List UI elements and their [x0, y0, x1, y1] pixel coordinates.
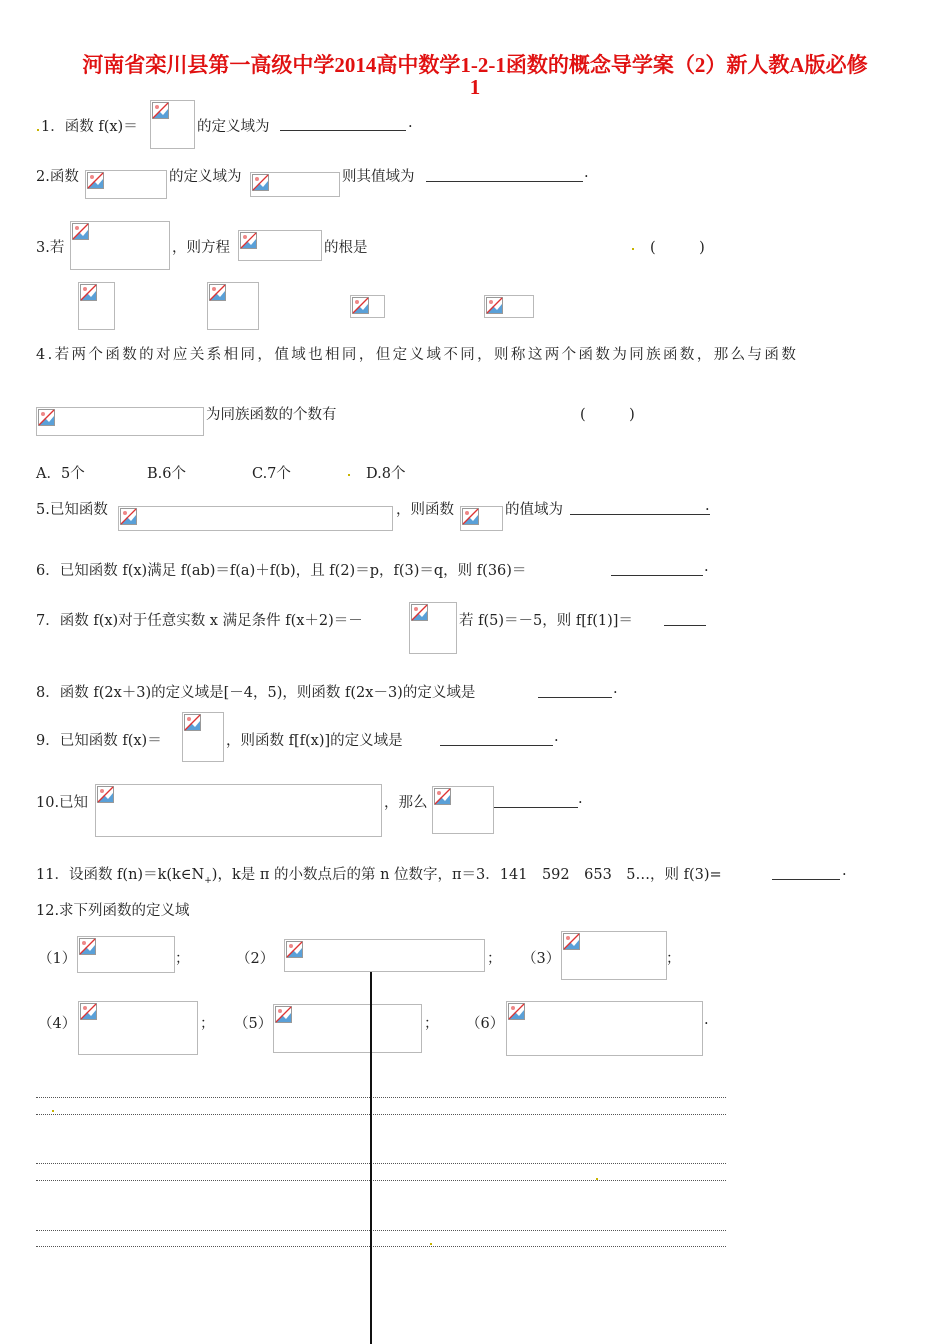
broken-image-icon [486, 297, 503, 314]
formula-image [95, 784, 382, 837]
formula-image [36, 407, 204, 436]
answer-line [36, 1180, 726, 1181]
formula-image [409, 602, 457, 654]
formula-image [77, 936, 175, 973]
broken-image-icon [79, 938, 96, 955]
broken-image-icon [563, 933, 580, 950]
answer-line [36, 1230, 726, 1231]
broken-image-icon [286, 941, 303, 958]
formula-image [460, 506, 503, 531]
answer-line [36, 1114, 726, 1115]
option-a-image [78, 282, 115, 330]
broken-image-icon [152, 102, 169, 119]
formula-image [506, 1001, 703, 1056]
broken-image-icon [352, 297, 369, 314]
answer-line [36, 1246, 726, 1247]
formula-image [150, 100, 195, 149]
page-title: 河南省栾川县第一高级中学2014高中数学1-2-1函数的概念导学案（2）新人教A版必修 [82, 53, 868, 77]
formula-image [70, 221, 170, 270]
broken-image-icon [434, 788, 451, 805]
vertical-divider [370, 972, 372, 1344]
broken-image-icon [508, 1003, 525, 1020]
broken-image-icon [80, 284, 97, 301]
broken-image-icon [80, 1003, 97, 1020]
page-title-line2: 1 [469, 75, 481, 99]
option-d-image [484, 295, 534, 318]
broken-image-icon [411, 604, 428, 621]
broken-image-icon [72, 223, 89, 240]
broken-image-icon [275, 1006, 292, 1023]
formula-image [118, 506, 393, 531]
answer-line [36, 1097, 726, 1098]
formula-image [284, 939, 485, 972]
broken-image-icon [120, 508, 137, 525]
option-c-image [350, 295, 385, 318]
broken-image-icon [38, 409, 55, 426]
broken-image-icon [97, 786, 114, 803]
q1-text-a: 1．函数 f(x)＝ [41, 119, 138, 135]
formula-image [182, 712, 224, 762]
broken-image-icon [184, 714, 201, 731]
q11-text: 11．设函数 $f(n)=k(k\in N_+)$，k是 π 的小数点后的第 n 位数字，π＝3．141 592 653 5…，则 f(3)= [36, 867, 722, 886]
formula-image [561, 931, 667, 980]
broken-image-icon [252, 174, 269, 191]
option-b-image [207, 282, 259, 330]
formula-image [273, 1004, 422, 1053]
broken-image-icon [462, 508, 479, 525]
formula-image [85, 170, 167, 199]
answer-line [36, 1163, 726, 1164]
formula-image [78, 1001, 198, 1055]
q1-text-b: 的定义域为 [197, 119, 270, 135]
formula-image [250, 172, 340, 197]
formula-image [238, 230, 322, 261]
broken-image-icon [240, 232, 257, 249]
broken-image-icon [209, 284, 226, 301]
broken-image-icon [87, 172, 104, 189]
formula-image [432, 786, 494, 834]
